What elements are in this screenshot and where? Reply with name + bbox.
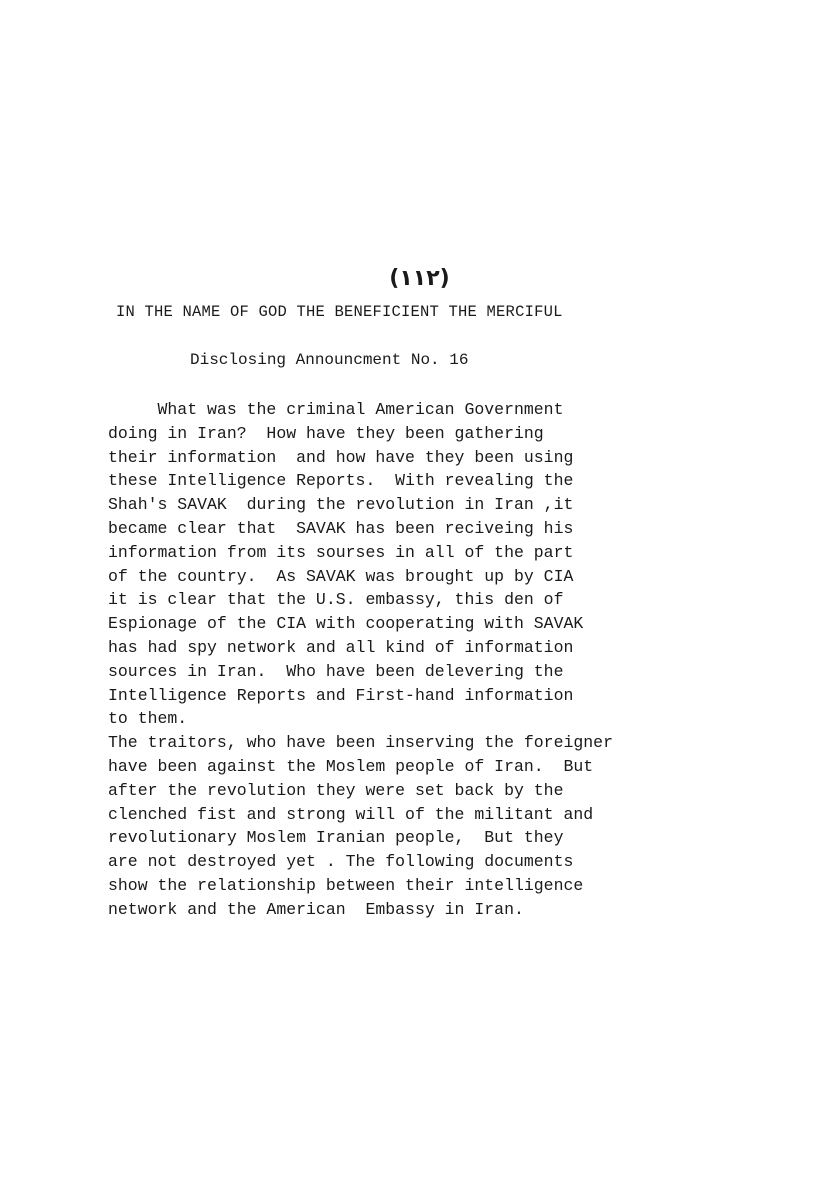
body-line: clenched fist and strong will of the militant and [108,804,594,824]
body-line: became clear that SAVAK has been reciveing his [108,518,574,538]
body-line: has had spy network and all kind of information [108,637,574,657]
announcement-title: Disclosing Announcment No. 16 [190,351,469,369]
body-line: Shah's SAVAK during the revolution in Iran ,it [108,495,574,515]
body-line: revolutionary Moslem Iranian people, But they [108,828,564,848]
body-line: doing in Iran? How have they been gathering [108,423,544,443]
document-heading: IN THE NAME OF GOD THE BENEFICIENT THE MERCIFUL [116,303,563,321]
body-line: Intelligence Reports and First-hand information [108,685,574,705]
body-line: to them. [108,709,188,729]
page-number: (١١٢) [389,266,450,291]
body-line: these Intelligence Reports. With revealing the [108,471,574,491]
body-line: What was the criminal American Government [108,400,564,419]
body-line: information from its sourses in all of the part [108,542,574,562]
body-text [108,398,613,922]
body-line: are not destroyed yet . The following documents [108,852,574,872]
body-line: it is clear that the U.S. embassy, this den of [108,590,564,610]
body-line: of the country. As SAVAK was brought up by CIA [108,566,574,586]
body-line: The traitors, who have been inserving the foreigner [108,733,613,753]
body-line: Espionage of the CIA with cooperating with SAVAK [108,614,584,634]
body-line: after the revolution they were set back by the [108,780,564,800]
body-line: network and the American Embassy in Iran. [108,899,524,919]
body-line: have been against the Moslem people of Iran. But [108,756,594,776]
body-line: show the relationship between their intelligence [108,875,584,895]
body-line: their information and how have they been using [108,447,574,467]
body-line: sources in Iran. Who have been delevering the [108,661,564,681]
